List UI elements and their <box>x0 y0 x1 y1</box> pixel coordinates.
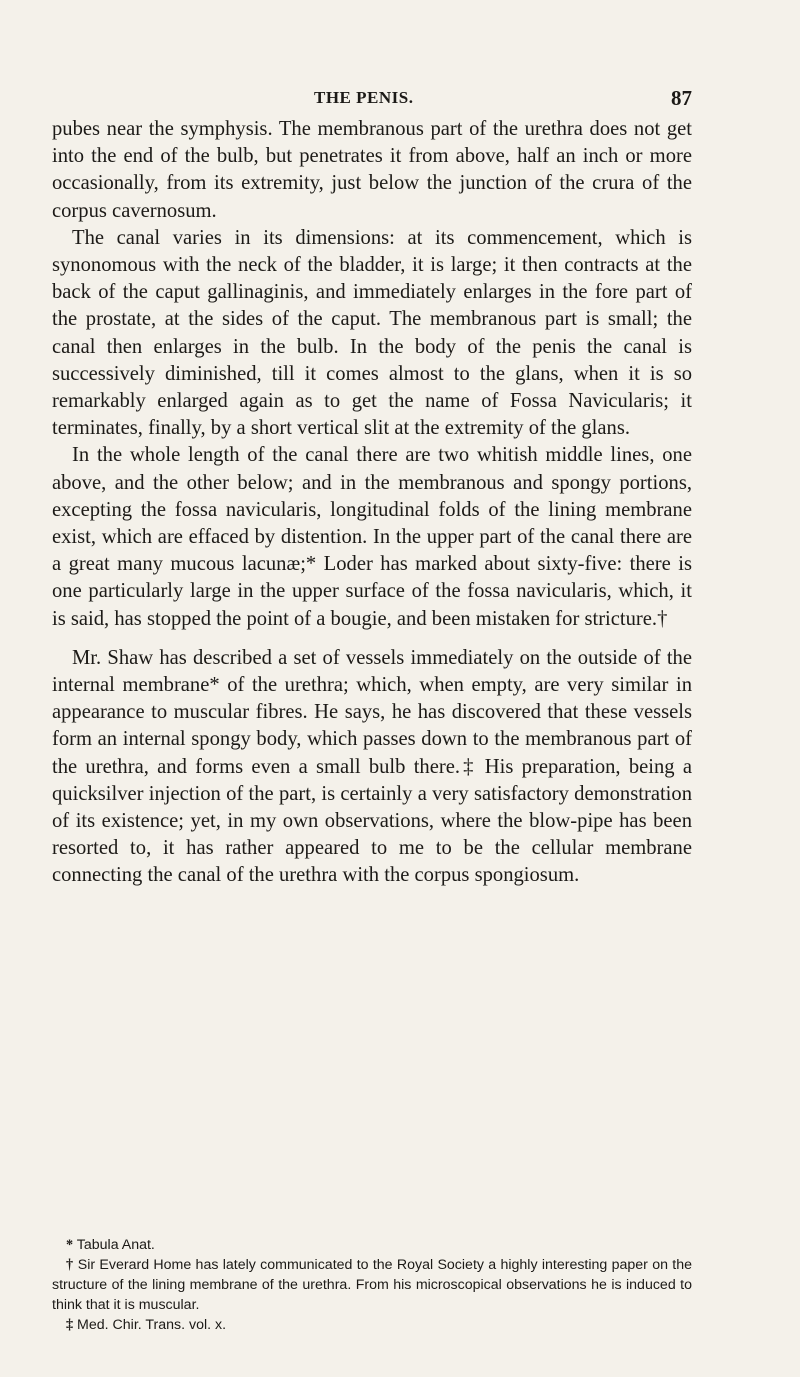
footnote-3 <box>52 1315 692 1335</box>
footnote-mark: * <box>66 1237 74 1253</box>
paragraph-middle-lines: In the whole length of the canal there are two whitish middle lines, one above, and the other below; and in the membranous and spongy portions, excepting the fossa navicularis, longitudinal folds of the lining membrane exist, which are effaced by distention. In the upper part of the canal there are a great many mucous lacunæ;* Loder has marked about sixty-five: there is one particularly large in the upper surface of the fossa navicularis, which, it is said, has stopped the point of a bougie, and been mistaken for stricture.† <box>52 444 692 630</box>
body-text <box>52 116 692 890</box>
footnote-text: Med. Chir. Trans. vol. x. <box>77 1317 227 1333</box>
paragraph-canal-dimensions: The canal varies in its dimensions: at its commencement, which is synonomous with the neck of the bladder, it is large; it then contracts at the back of the caput gallinaginis, and immediately enlarges in the fore part of the prostate, at the sides of the caput. The membranous part is small; the canal then enlarges in the bulb. In the body of the penis the canal is successively diminished, till it comes almost to the glans, when it is so remarkably enlarged again as to get the name of Fossa Navicularis; it terminates, finally, by a short vertical slit at the extremity of the glans. <box>52 226 692 440</box>
running-title: THE PENIS. <box>314 88 414 107</box>
page-header <box>52 88 692 114</box>
footnote-2 <box>52 1255 692 1315</box>
footnote-text: Sir Everard Home has lately communicated to the Royal Society a highly interesting paper on the structure of the lining membrane of the urethra. From his microscopical observations he is induced to think that it is muscular. <box>52 1257 693 1313</box>
footnote-1 <box>52 1235 692 1255</box>
paragraph-shaw-vessels: Mr. Shaw has described a set of vessels immediately on the outside of the internal membrane* of the urethra; which, when empty, are very similar in appearance to muscular fibres. He says, he has discovered that these vessels form an internal spongy body, which passes down to the membranous part of the urethra, and forms even a small bulb there.‡ His preparation, being a quicksilver injection of the part, is certainly a very satisfactory demonstration of its existence; yet, in my own observations, where the blow-pipe has been resorted to, it has rather appeared to me to be the cellular membrane connecting the canal of the urethra with the corpus spongiosum. <box>52 646 692 887</box>
paragraph-continuation: pubes near the symphysis. The membranous part of the urethra does not get into the end of the bulb, but penetrates it from above, half an inch or more occasionally, from its extremity, just below the junction of the crura of the corpus cavernosum. <box>52 118 692 222</box>
page-number: 87 <box>671 86 692 110</box>
footnote-mark: ‡ <box>66 1317 74 1333</box>
footnotes <box>52 1235 692 1335</box>
footnote-mark: † <box>66 1257 74 1273</box>
footnote-text: Tabula Anat. <box>76 1237 155 1253</box>
